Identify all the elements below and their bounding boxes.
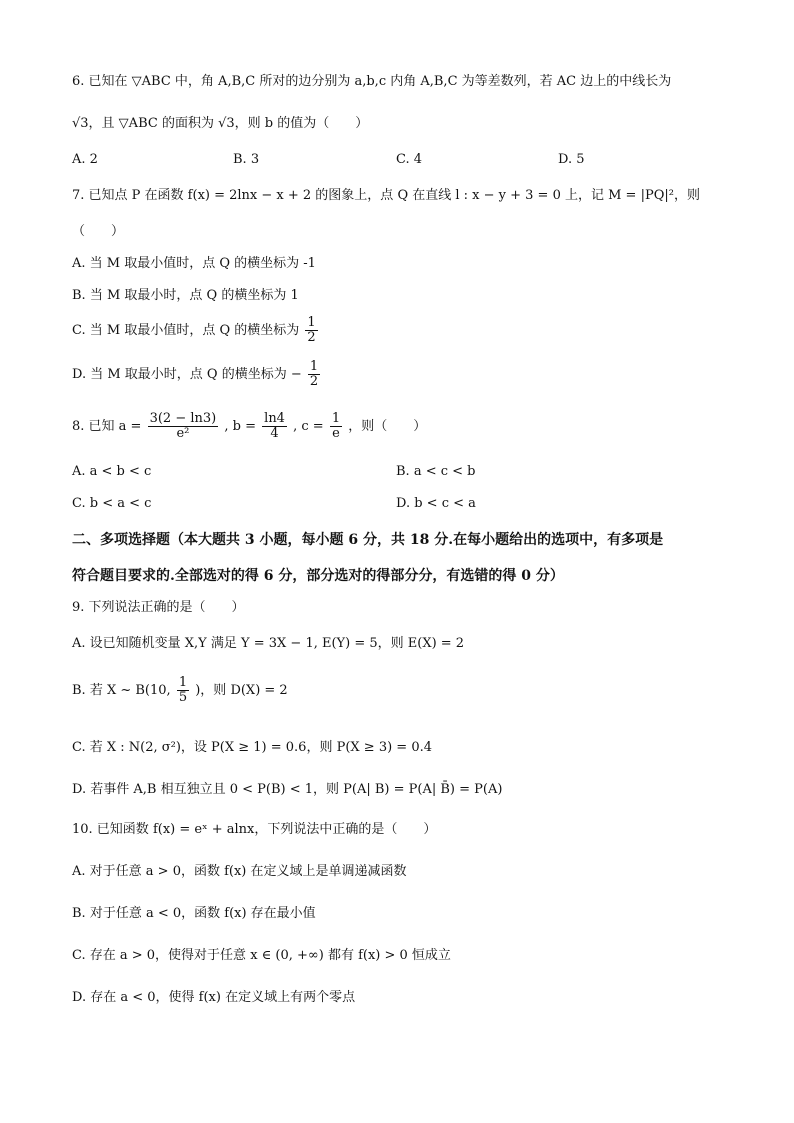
q7-stem-line2: （ ） — [72, 224, 125, 239]
q6-option-a: A. 2 — [72, 152, 98, 167]
q7-option-c — [72, 316, 734, 345]
q10-stem: 10. 已知函数 f(x) = eˣ + alnx，下列说法中正确的是（ ） — [72, 822, 437, 837]
q8-stem — [72, 412, 734, 441]
q9-option-b-suffix: )，则 D(X) = 2 — [195, 683, 288, 698]
q7-option-d — [72, 360, 734, 389]
q7-option-c-text: C. 当 M 取最小值时，点 Q 的横坐标为 — [72, 323, 300, 338]
q6-option-c: C. 4 — [396, 152, 423, 167]
q8-c-fraction — [330, 412, 342, 441]
fraction-denominator: 4 — [270, 426, 279, 441]
q8-a-fraction — [148, 412, 219, 441]
q7-stem-line1: 7. 已知点 P 在函数 f(x) = 2lnx − x + 2 的图象上，点 Q 在直线 l : x − y + 3 = 0 上，记 M = |PQ|²，则 — [72, 188, 700, 203]
q8-b-fraction — [262, 412, 287, 441]
fraction-numerator: 1 — [307, 315, 316, 330]
q9-option-a: A. 设已知随机变量 X,Y 满足 Y = 3X − 1, E(Y) = 5，则 E(X) = 2 — [72, 636, 465, 651]
fraction-numerator: 1 — [331, 411, 341, 426]
q7-option-d-text: D. 当 M 取最小时，点 Q 的横坐标为 − — [72, 367, 302, 382]
q9-option-b-fraction — [177, 676, 189, 705]
fraction-denominator: e² — [176, 426, 190, 441]
fraction-denominator: 2 — [307, 330, 316, 345]
q7-option-d-fraction — [308, 360, 320, 389]
fraction-denominator: 2 — [309, 374, 319, 389]
q7-option-b: B. 当 M 取最小时，点 Q 的横坐标为 1 — [72, 288, 299, 303]
q9-option-b-prefix: B. 若 X ~ B(10, — [72, 683, 171, 698]
q8-c-label: , c = — [293, 419, 324, 434]
q7-option-c-fraction — [305, 316, 317, 345]
q8-option-b: B. a < c < b — [396, 464, 476, 479]
fraction-denominator: 5 — [178, 690, 188, 705]
q8-option-c: C. b < a < c — [72, 496, 152, 511]
q9-stem: 9. 下列说法正确的是（ ） — [72, 600, 245, 615]
q7-option-a: A. 当 M 取最小值时，点 Q 的横坐标为 -1 — [72, 256, 316, 271]
q6-stem-line2: √3，且 ▽ABC 的面积为 √3，则 b 的值为（ ） — [72, 116, 369, 131]
q9-option-d: D. 若事件 A,B 相互独立且 0 < P(B) < 1，则 P(A| B) = P(A| B̄) = P(A) — [72, 782, 503, 797]
q8-suffix: ，则（ ） — [348, 419, 427, 434]
fraction-numerator: 3(2 − ln3) — [149, 411, 217, 426]
q10-option-d: D. 存在 a < 0，使得 f(x) 在定义域上有两个零点 — [72, 990, 356, 1005]
q10-option-a: A. 对于任意 a > 0，函数 f(x) 在定义域上是单调递减函数 — [72, 864, 407, 879]
fraction-numerator: ln4 — [264, 411, 285, 426]
q8-option-a: A. a < b < c — [72, 464, 152, 479]
q6-option-d: D. 5 — [558, 152, 585, 167]
q8-option-d: D. b < c < a — [396, 496, 476, 511]
q10-option-c: C. 存在 a > 0，使得对于任意 x ∈ (0, +∞) 都有 f(x) > 0 恒成立 — [72, 948, 451, 963]
fraction-numerator: 1 — [178, 675, 188, 690]
q6-option-b: B. 3 — [233, 152, 260, 167]
section2-heading-line1: 二、多项选择题（本大题共 3 小题，每小题 6 分，共 18 分.在每小题给出的选项中，有多项是 — [72, 532, 664, 548]
q9-option-b — [72, 676, 734, 705]
q9-option-c: C. 若 X : N(2, σ²)，设 P(X ≥ 1) = 0.6，则 P(X ≥ 3) = 0.4 — [72, 740, 432, 755]
q10-option-b: B. 对于任意 a < 0，函数 f(x) 存在最小值 — [72, 906, 316, 921]
q6-stem-line1: 6. 已知在 ▽ABC 中，角 A,B,C 所对的边分别为 a,b,c 内角 A,B,C 为等差数列，若 AC 边上的中线长为 — [72, 74, 672, 89]
fraction-numerator: 1 — [309, 359, 319, 374]
q8-b-label: , b = — [224, 419, 257, 434]
section2-heading-line2: 符合题目要求的.全部选对的得 6 分，部分选对的得部分分，有选错的得 0 分） — [72, 568, 564, 584]
q8-prefix: 8. 已知 a = — [72, 419, 142, 434]
fraction-denominator: e — [332, 426, 340, 441]
